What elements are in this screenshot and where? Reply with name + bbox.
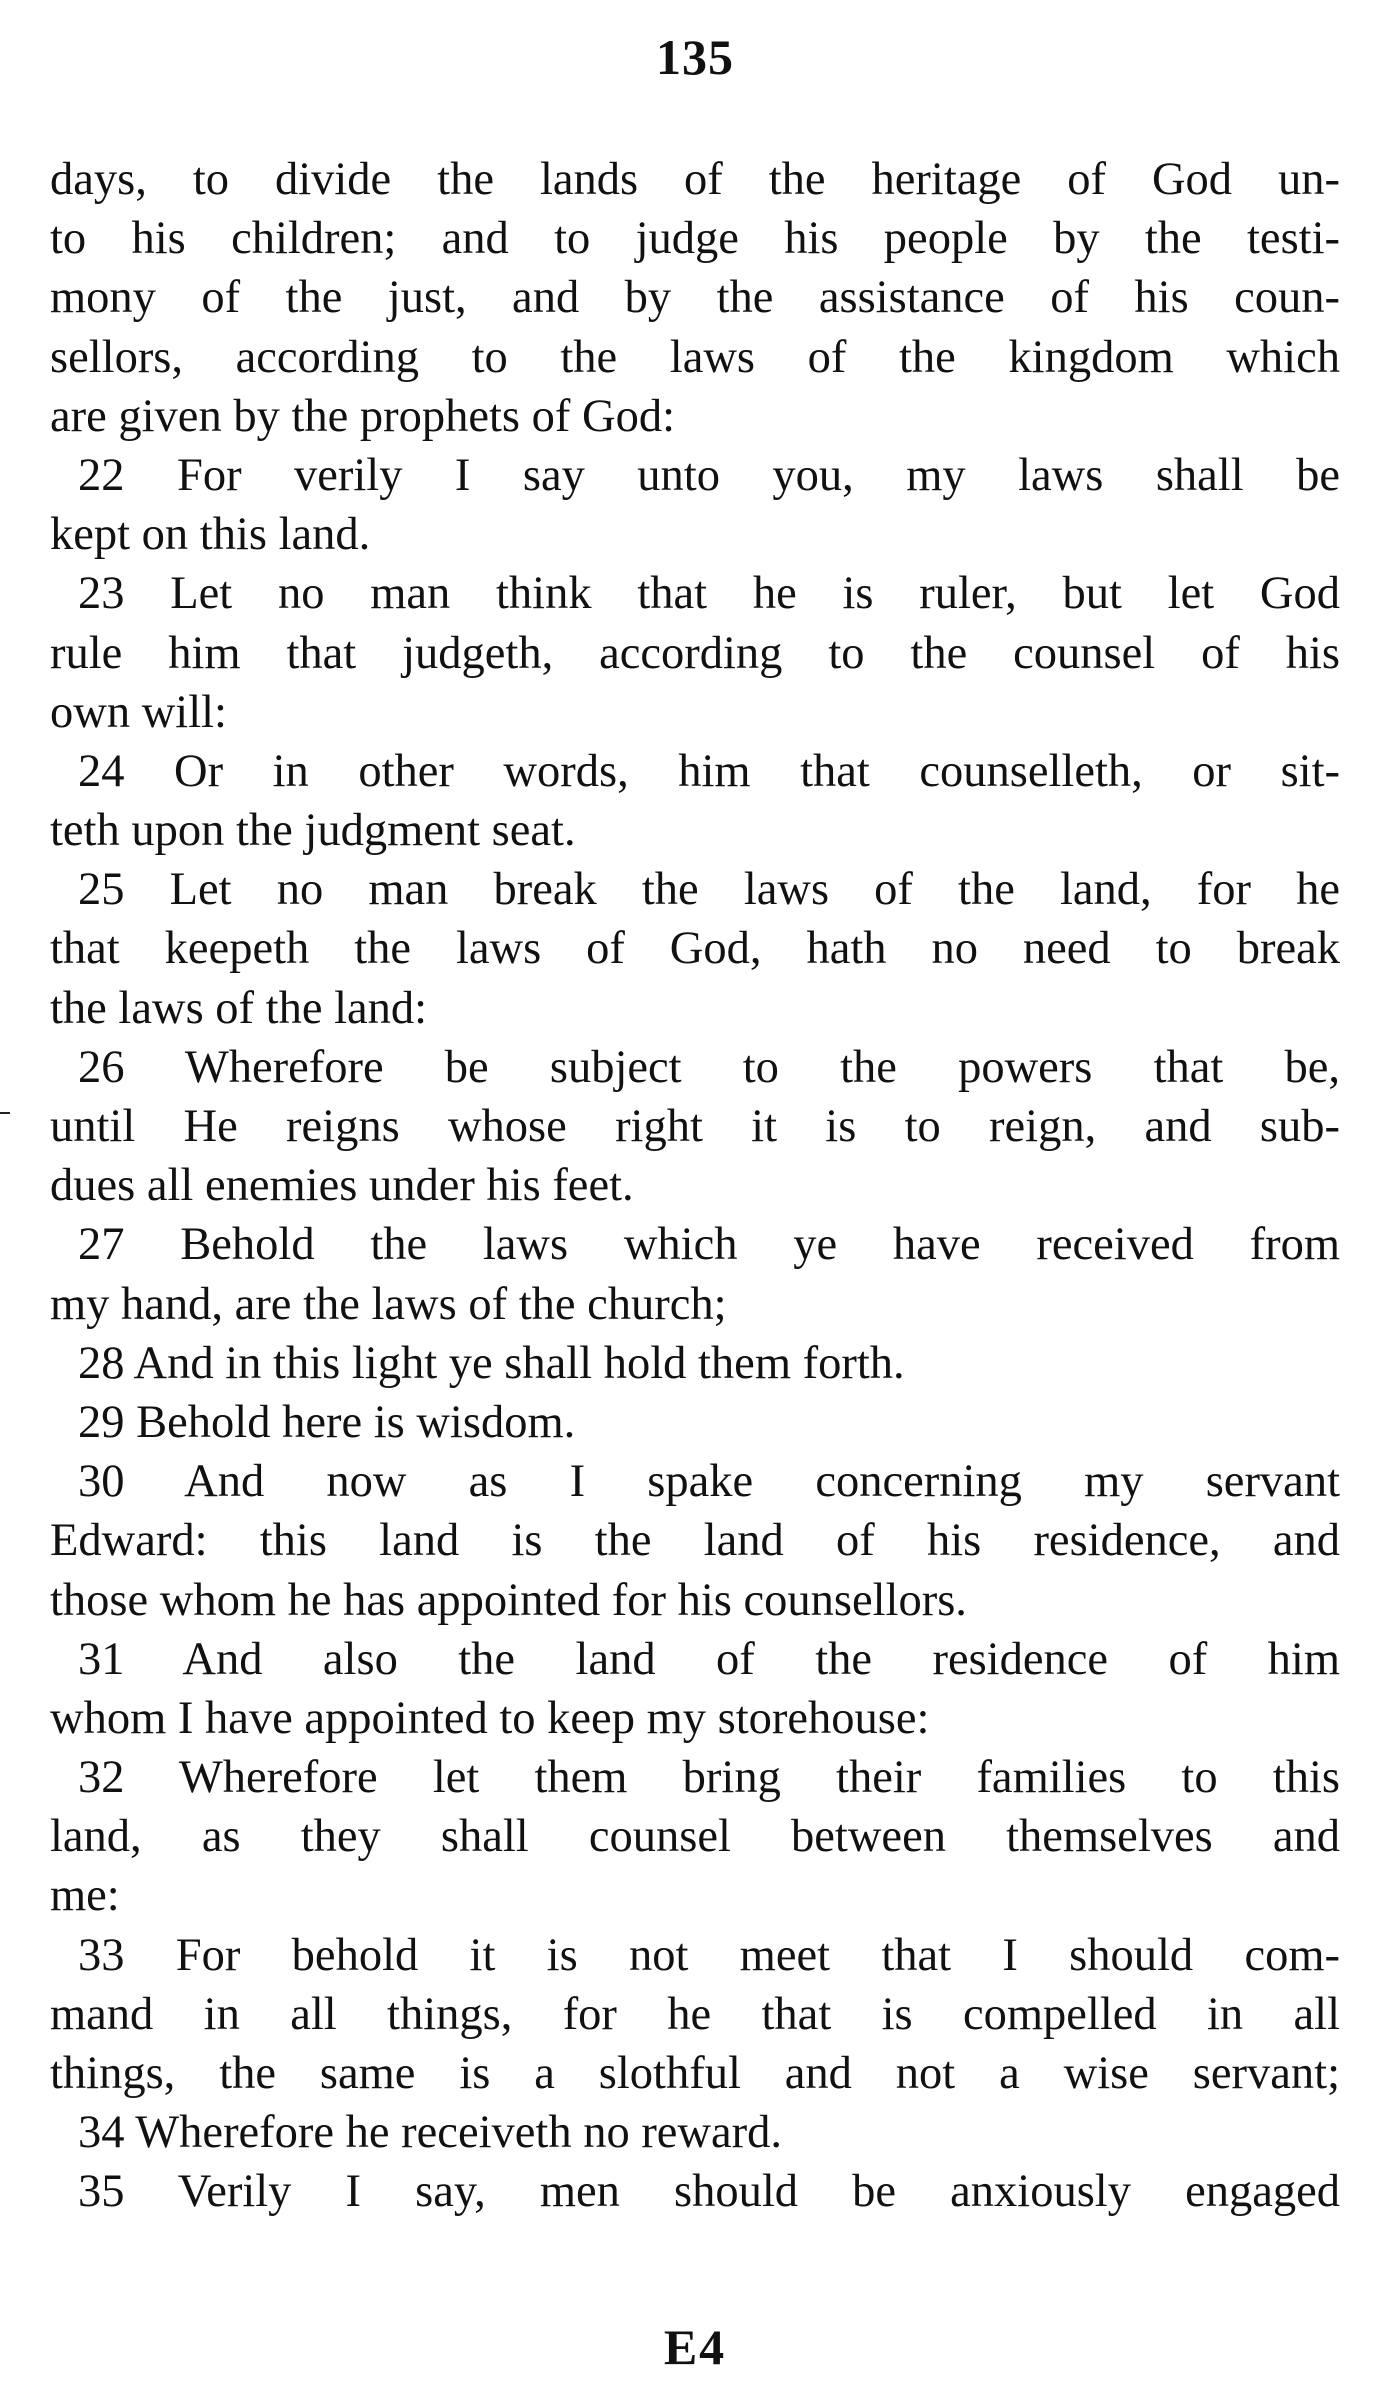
verse-24-line: 24 Or in other words, him that counselleth, or sit- bbox=[78, 745, 1340, 797]
text-line: land, as they shall counsel between themselves and bbox=[50, 1811, 1340, 1863]
text-line: those whom he has appointed for his counsellors. bbox=[50, 1574, 967, 1626]
signature-mark: E4 bbox=[663, 2319, 727, 2375]
text-line: teth upon the judgment seat. bbox=[50, 805, 576, 857]
verse-30-line: 30 And now as I spake concerning my servant bbox=[78, 1456, 1340, 1508]
page-body-text bbox=[50, 150, 1340, 2222]
verse-25-line: 25 Let no man break the laws of the land, for he bbox=[78, 864, 1340, 916]
verse-29-line: 29 Behold here is wisdom. bbox=[78, 1396, 576, 1448]
text-line: kept on this land. bbox=[50, 509, 371, 561]
text-line: are given by the prophets of God: bbox=[50, 390, 676, 442]
margin-mark bbox=[0, 1112, 10, 1114]
text-line: sellors, according to the laws of the kingdom which bbox=[50, 331, 1340, 383]
text-line: dues all enemies under his feet. bbox=[50, 1160, 634, 1212]
text-line: days, to divide the lands of the heritage of God un- bbox=[50, 154, 1340, 205]
text-line: until He reigns whose right it is to reign, and sub- bbox=[50, 1101, 1340, 1152]
text-line: mand in all things, for he that is compelled in all bbox=[50, 1988, 1340, 2040]
verse-26-line: 26 Wherefore be subject to the powers that be, bbox=[78, 1041, 1340, 1093]
text-line: mony of the just, and by the assistance of his coun- bbox=[50, 272, 1340, 324]
text-line: own will: bbox=[50, 686, 227, 738]
page-number: 135 bbox=[656, 29, 734, 85]
verse-22-line: 22 For verily I say unto you, my laws shall be bbox=[78, 449, 1340, 501]
verse-23-line: 23 Let no man think that he is ruler, but let God bbox=[78, 568, 1340, 620]
verse-35-line: 35 Verily I say, men should be anxiously engaged bbox=[78, 2166, 1340, 2218]
verse-33-line: 33 For behold it is not meet that I should com- bbox=[78, 1929, 1340, 1981]
text-line: that keepeth the laws of God, hath no need to break bbox=[50, 923, 1340, 975]
text-line: me: bbox=[50, 1870, 120, 1922]
verse-32-line: 32 Wherefore let them bring their families to this bbox=[78, 1752, 1340, 1804]
text-line: things, the same is a slothful and not a wise servant; bbox=[50, 2048, 1340, 2099]
text-line: to his children; and to judge his people by the testi- bbox=[50, 213, 1340, 265]
text-line: whom I have appointed to keep my storehouse: bbox=[50, 1692, 930, 1744]
verse-31-line: 31 And also the land of the residence of him bbox=[78, 1633, 1340, 1685]
text-line: Edward: this land is the land of his residence, and bbox=[50, 1515, 1340, 1567]
text-line: the laws of the land: bbox=[50, 982, 428, 1034]
verse-34-line: 34 Wherefore he receiveth no reward. bbox=[78, 2107, 783, 2159]
text-line: rule him that judgeth, according to the counsel of his bbox=[50, 627, 1340, 679]
verse-28-line: 28 And in this light ye shall hold them forth. bbox=[78, 1337, 905, 1389]
text-line: my hand, are the laws of the church; bbox=[50, 1278, 727, 1330]
verse-27-line: 27 Behold the laws which ye have received from bbox=[78, 1219, 1340, 1271]
